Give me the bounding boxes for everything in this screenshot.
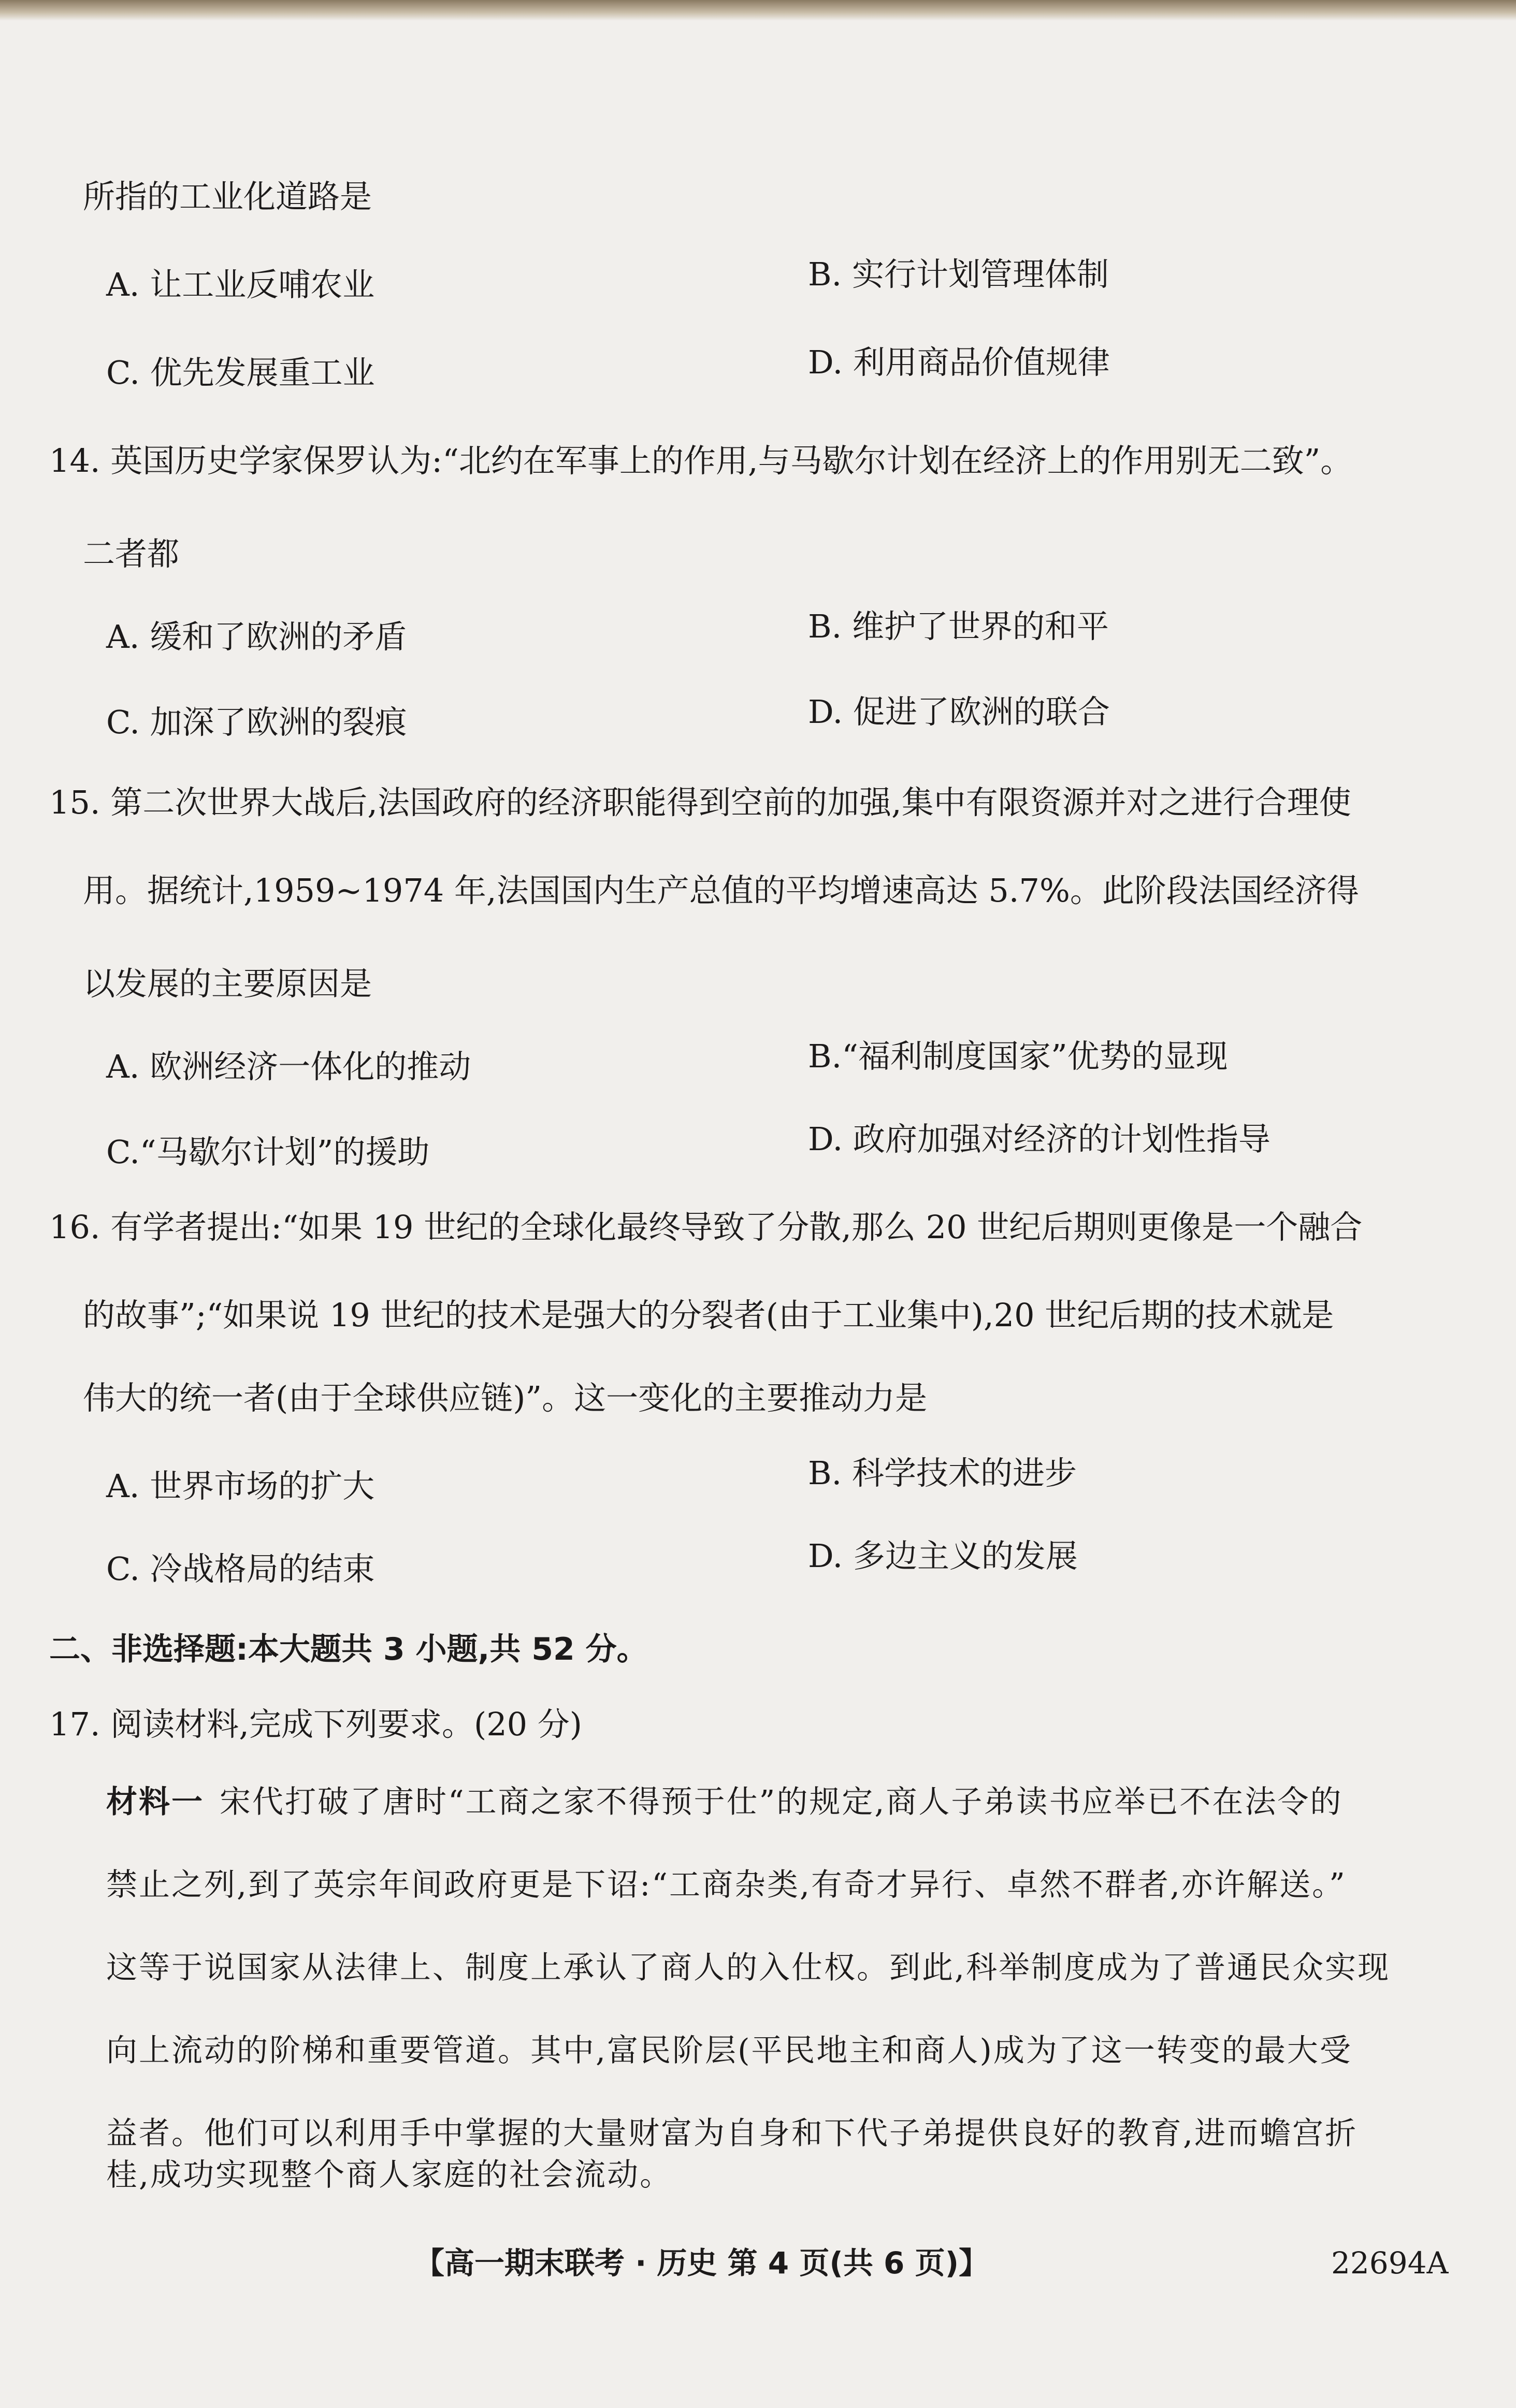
q13-option-d: D. 利用商品价值规律 — [808, 343, 1110, 381]
q14-stem-2: 二者都 — [83, 535, 180, 573]
q16-option-b: B. 科学技术的进步 — [808, 1454, 1077, 1492]
q15-option-a: A. 欧洲经济一体化的推动 — [106, 1048, 471, 1085]
material-label: 材料一 — [106, 1784, 204, 1820]
q17-material-line-6 — [106, 2157, 673, 2237]
q17-material-line-1 — [106, 1781, 1342, 1823]
q16-option-d: D. 多边主义的发展 — [808, 1537, 1078, 1575]
q13-option-a: A. 让工业反哺农业 — [106, 266, 375, 303]
top-edge-shadow — [0, 0, 1516, 21]
q16-stem: 16. 有学者提出:“如果 19 世纪的全球化最终导致了分散,那么 20 世纪后期则更像是一个融合 — [49, 1208, 1363, 1246]
q17-stem: 17. 阅读材料,完成下列要求。(20 分) — [49, 1705, 582, 1743]
q14-option-b: B. 维护了世界的和平 — [808, 607, 1109, 645]
q14-option-c: C. 加深了欧洲的裂痕 — [106, 703, 407, 741]
section-2-title: 二、非选择题:本大题共 3 小题,共 52 分。 — [49, 1631, 648, 1667]
q17-material-line-2: 禁止之列,到了英宗年间政府更是下诏:“工商杂类,有奇才异行、卓然不群者,亦许解送。” — [106, 1867, 1347, 1903]
q14-option-a: A. 缓和了欧洲的矛盾 — [106, 618, 407, 656]
q15-option-b: B.“福利制度国家”优势的显现 — [808, 1037, 1228, 1075]
q14-option-d: D. 促进了欧洲的联合 — [808, 693, 1110, 731]
q15-option-c: C.“马歇尔计划”的援助 — [106, 1133, 430, 1171]
q15-stem: 15. 第二次世界大战后,法国政府的经济职能得到空前的加强,集中有限资源并对之进行合理使 — [49, 784, 1351, 821]
page-footer-label: 【高一期末联考 · 历史 第 4 页(共 6 页)】 — [414, 2245, 989, 2281]
q14-stem: 14. 英国历史学家保罗认为:“北约在军事上的作用,与马歇尔计划在经济上的作用别无二致”。 — [49, 442, 1353, 480]
q15-option-d: D. 政府加强对经济的计划性指导 — [808, 1120, 1270, 1158]
q13-option-b: B. 实行计划管理体制 — [808, 255, 1109, 293]
material-text-1: 宋代打破了唐时“工商之家不得预于仕”的规定,商人子弟读书应举已不在法令的 — [220, 1784, 1343, 1820]
q15-stem-2: 用。据统计,1959~1974 年,法国国内生产总值的平均增速高达 5.7%。此阶段法国经济得 — [83, 872, 1359, 909]
q16-option-c: C. 冷战格局的结束 — [106, 1550, 375, 1588]
q17-material-line-3: 这等于说国家从法律上、制度上承认了商人的入仕权。到此,科举制度成为了普通民众实现 — [106, 1950, 1391, 1986]
material-text-6: 桂,成功实现整个商人家庭的社会流动。 — [106, 2157, 673, 2193]
q17-material-line-5: 益者。他们可以利用手中掌握的大量财富为自身和下代子弟提供良好的教育,进而蟾宫折 — [106, 2115, 1358, 2152]
q16-stem-3: 伟大的统一者(由于全球供应链)”。这一变化的主要推动力是 — [83, 1379, 928, 1417]
q16-option-a: A. 世界市场的扩大 — [106, 1467, 375, 1505]
q15-stem-3: 以发展的主要原因是 — [83, 965, 372, 1003]
q17-material-line-4: 向上流动的阶梯和重要管道。其中,富民阶层(平民地主和商人)成为了这一转变的最大受 — [106, 2033, 1352, 2069]
page-footer-code: 22694A — [1331, 2245, 1449, 2281]
q16-stem-2: 的故事”;“如果说 19 世纪的技术是强大的分裂者(由于工业集中),20 世纪后期的技术就是 — [83, 1296, 1334, 1334]
q13-option-c: C. 优先发展重工业 — [106, 354, 375, 391]
q13-stem-tail: 所指的工业化道路是 — [83, 178, 372, 215]
